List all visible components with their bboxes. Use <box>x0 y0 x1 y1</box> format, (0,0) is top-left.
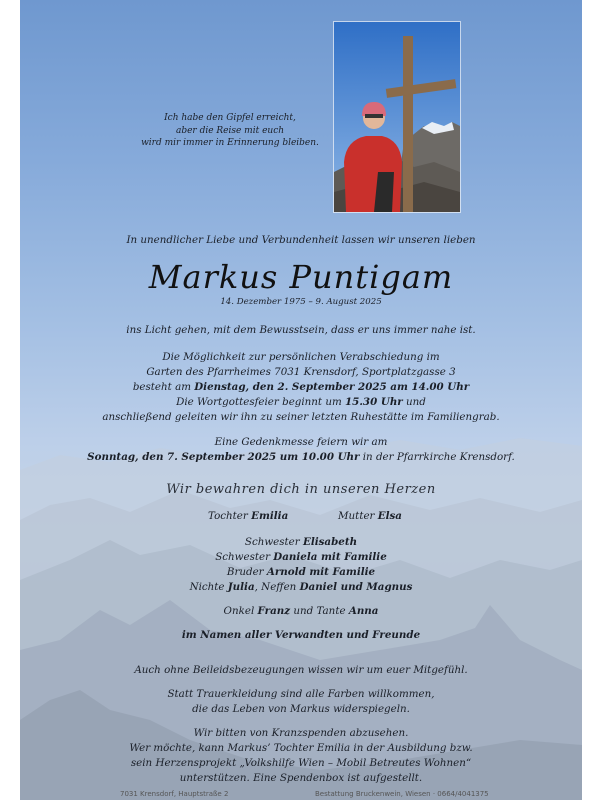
farewell-line-5: anschließend geleiten wir ihn zu seiner letzten Ruhestätte im Familiengrab. <box>102 411 500 423</box>
brother-name: Arnold mit Familie <box>266 566 376 578</box>
closing-line-3: die das Leben von Markus widerspiegeln. <box>192 703 410 715</box>
motto: Wir bewahren dich in unseren Herzen <box>166 482 436 497</box>
obituary-page <box>20 0 582 800</box>
family-sister-2 <box>20 550 582 565</box>
aunt-label: und Tante <box>290 605 349 617</box>
quote-line: Ich habe den Gipfel erreicht, <box>164 113 296 123</box>
portrait-photo <box>334 22 460 212</box>
family-sister-1 <box>20 535 582 550</box>
mother-name: Elsa <box>377 510 402 522</box>
closing-line-6: sein Herzensprojekt „Volkshilfe Wien – Mobil Betreutes Wohnen“ <box>130 757 472 769</box>
farewell-line-3 <box>20 380 582 395</box>
mass-location: in der Pfarrkirche Krensdorf. <box>359 451 515 463</box>
quote-line: aber die Reise mit euch <box>175 125 285 136</box>
life-dates: 14. Dezember 1975 – 9. August 2025 <box>220 297 382 307</box>
closing-line-2: Statt Trauerkleidung sind alle Farben willkommen, <box>167 688 435 700</box>
light-line: ins Licht gehen, mit dem Bewusstsein, dass er uns immer nahe ist. <box>126 324 476 336</box>
aunt-name: Anna <box>348 605 379 617</box>
intro-text: In unendlicher Liebe und Verbundenheit lassen wir unseren lieben <box>126 234 476 246</box>
mother-label: Mutter <box>338 510 378 522</box>
family-daughter <box>208 510 288 522</box>
family-niece-nephews <box>20 580 582 595</box>
closing-line-4: Wir bitten von Kranzspenden abzusehen. <box>193 727 409 739</box>
brother-label: Bruder <box>226 566 267 578</box>
footer-left: 7031 Krensdorf, Hauptstraße 2 <box>120 790 229 798</box>
farewell-prefix: besteht am <box>132 381 195 393</box>
all-relatives <box>20 628 582 643</box>
quote <box>130 112 330 150</box>
sister-label: Schwester <box>215 551 274 563</box>
deceased-name: Markus Puntigam <box>148 258 454 296</box>
service-suffix: und <box>402 396 426 408</box>
mass-date: Sonntag, den 7. September 2025 um 10.00 Uhr <box>87 451 360 463</box>
service-time: 15.30 Uhr <box>345 396 403 408</box>
uncle-name: Franz <box>257 605 291 617</box>
farewell-line-4 <box>20 395 582 410</box>
family-brother <box>20 565 582 580</box>
footer-right: Bestattung Bruckenwein, Wiesen · 0664/4041375 <box>315 790 489 798</box>
family-uncle-aunt <box>20 604 582 619</box>
service-prefix: Die Wortgottesfeier beginnt um <box>176 396 346 408</box>
niece-label: Nichte <box>189 581 228 593</box>
sister-label: Schwester <box>244 536 303 548</box>
nephews-name: Daniel und Magnus <box>299 581 413 593</box>
all-relatives-text: im Namen aller Verwandten und Freunde <box>181 629 421 641</box>
farewell-date: Dienstag, den 2. September 2025 am 14.00 Uhr <box>194 381 470 393</box>
daughter-name: Emilia <box>251 510 289 522</box>
mass-line-2 <box>20 450 582 465</box>
closing-line-5: Wer möchte, kann Markus’ Tochter Emilia in der Ausbildung bzw. <box>129 742 473 754</box>
farewell-line-1: Die Möglichkeit zur persönlichen Verabschiedung im <box>162 351 440 363</box>
mass-line-1: Eine Gedenkmesse feiern wir am <box>214 436 388 448</box>
nephews-label: , Neffen <box>254 581 300 593</box>
uncle-label: Onkel <box>223 605 258 617</box>
sister-name: Elisabeth <box>302 536 358 548</box>
closing-line-7: unterstützen. Eine Spendenbox ist aufgestellt. <box>179 772 423 784</box>
niece-name: Julia <box>227 581 255 593</box>
closing-line-1: Auch ohne Beileidsbezeugungen wissen wir um euer Mitgefühl. <box>134 664 468 676</box>
quote-line: wird mir immer in Erinnerung bleiben. <box>141 138 319 148</box>
sister-name: Daniela mit Familie <box>273 551 387 563</box>
farewell-line-2: Garten des Pfarrheimes 7031 Krensdorf, Sportplatzgasse 3 <box>146 366 456 378</box>
family-mother <box>338 510 402 522</box>
daughter-label: Tochter <box>208 510 252 522</box>
